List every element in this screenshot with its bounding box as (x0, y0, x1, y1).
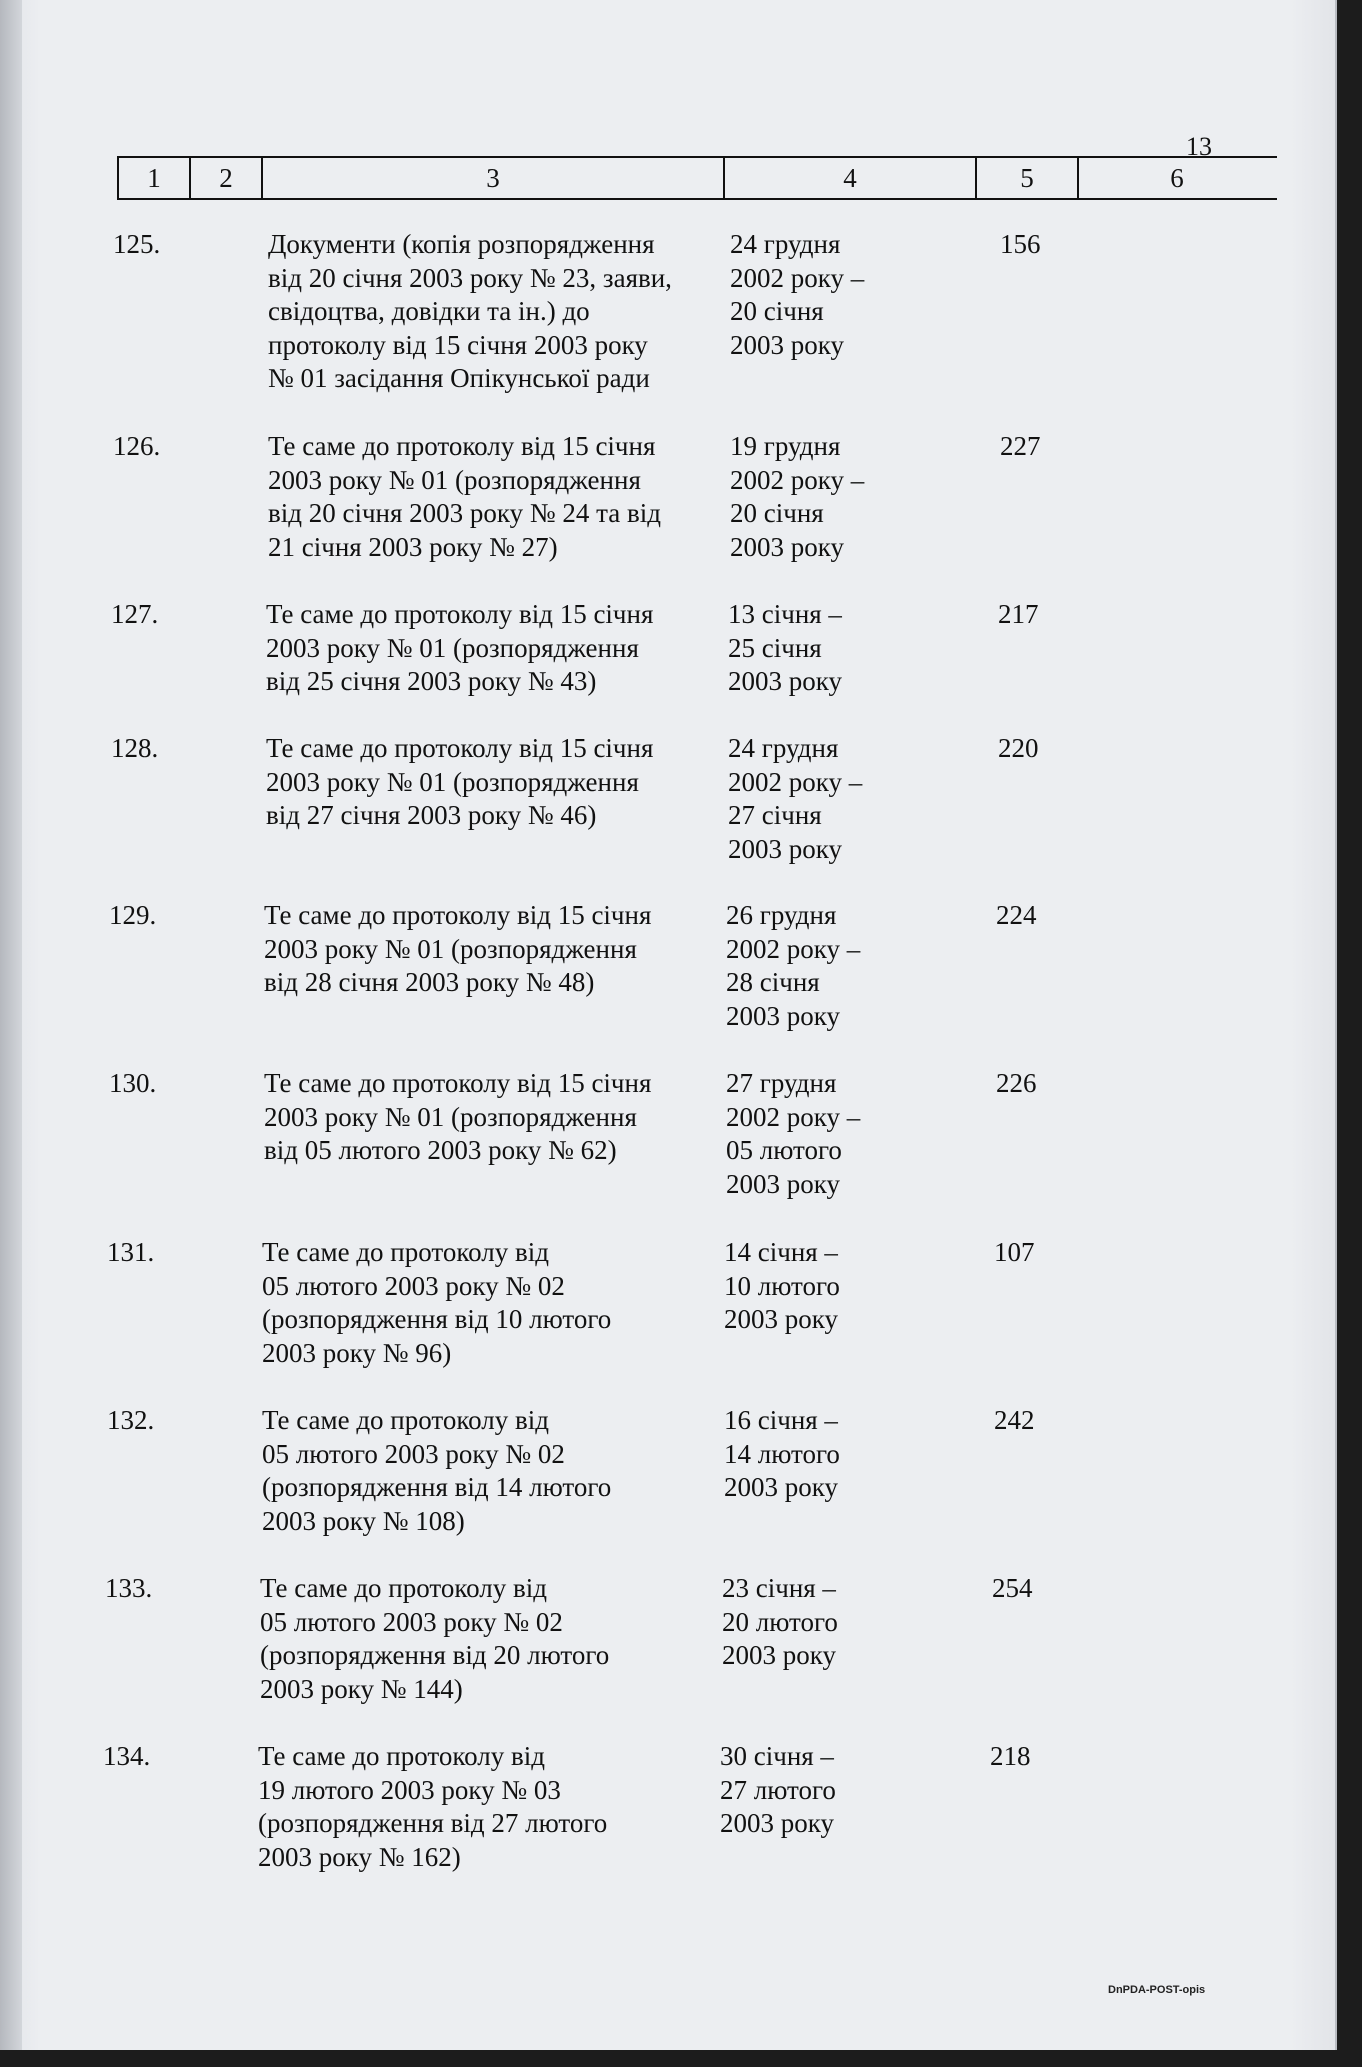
date-line: 2003 року (724, 1472, 838, 1502)
date-line: 2003 року (722, 1640, 836, 1670)
entry-number: 125. (113, 229, 161, 259)
entry-number: 133. (105, 1573, 153, 1603)
entry-sheet-count: 227 (1000, 431, 1041, 461)
date-line: 2003 року (726, 1000, 840, 1031)
date-line: 2002 року – (728, 766, 863, 797)
entry-sheet-count: 226 (996, 1068, 1037, 1098)
date-line: 2002 року – (730, 262, 865, 293)
date-line: 2003 року (726, 1168, 840, 1199)
column-header-3: 3 (263, 158, 725, 198)
entry-dates (730, 430, 930, 564)
description-line: Те саме до протоколу від 15 січня (266, 599, 654, 629)
date-line: 2003 року (728, 666, 842, 696)
date-line: 2002 року – (726, 1101, 861, 1132)
description-line: 2003 року № 144) (260, 1673, 463, 1704)
description-line: 2003 року № 01 (розпорядження (264, 1101, 637, 1132)
entry-number: 132. (107, 1405, 155, 1435)
date-line: 19 грудня (730, 431, 841, 461)
entry-description (268, 228, 718, 396)
entry-sheet-count: 107 (994, 1237, 1035, 1267)
date-line: 20 лютого (722, 1606, 838, 1637)
page-left-edge (0, 0, 22, 2050)
entry-description (264, 1067, 714, 1168)
description-line: 2003 року № 108) (262, 1505, 465, 1536)
description-line: від 20 січня 2003 року № 23, заяви, (268, 262, 672, 293)
entry-sheet-count: 156 (1000, 229, 1041, 259)
date-line: 23 січня – (722, 1573, 836, 1603)
description-line: 19 лютого 2003 року № 03 (258, 1774, 561, 1805)
date-line: 27 лютого (720, 1774, 836, 1805)
entry-description (268, 430, 718, 564)
description-line: 05 лютого 2003 року № 02 (262, 1438, 565, 1469)
description-line: 2003 року № 01 (розпорядження (266, 766, 639, 797)
entry-number: 129. (109, 900, 157, 930)
description-line: Документи (копія розпорядження (268, 229, 655, 259)
description-line: від 25 січня 2003 року № 43) (266, 666, 597, 696)
description-line: Те саме до протоколу від 15 січня (268, 431, 656, 461)
description-line: Те саме до протоколу від (260, 1573, 547, 1603)
entry-dates (730, 228, 930, 362)
date-line: 2003 року (720, 1808, 834, 1838)
description-line: свідоцтва, довідки та ін.) до (268, 296, 590, 326)
date-line: 2002 року – (730, 464, 865, 495)
date-line: 28 січня (726, 967, 820, 997)
description-line: 21 січня 2003 року № 27) (268, 531, 558, 562)
entry-dates (726, 899, 926, 1033)
entry-description (264, 899, 714, 1000)
entry-sheet-count: 242 (994, 1405, 1035, 1435)
description-line: 2003 року № 162) (258, 1841, 461, 1872)
date-line: 2003 року (730, 531, 844, 562)
date-line: 16 січня – (724, 1405, 838, 1435)
date-line: 24 грудня (728, 733, 839, 763)
description-line: (розпорядження від 27 лютого (258, 1808, 608, 1838)
description-line: (розпорядження від 14 лютого (262, 1472, 612, 1502)
column-header-row (117, 156, 1277, 200)
description-line: 05 лютого 2003 року № 02 (260, 1606, 563, 1637)
entry-dates (720, 1740, 920, 1841)
entry-dates (728, 732, 928, 866)
column-header-6: 6 (1170, 163, 1184, 193)
description-line: Те саме до протоколу від 15 січня (264, 1068, 652, 1098)
entry-description (258, 1740, 708, 1874)
description-line: від 28 січня 2003 року № 48) (264, 967, 595, 997)
date-line: 30 січня – (720, 1741, 834, 1771)
column-header-1: 1 (119, 158, 191, 198)
entry-description (262, 1404, 712, 1538)
description-line: Те саме до протоколу від 15 січня (266, 733, 654, 763)
entry-description (266, 732, 716, 833)
date-line: 24 грудня (730, 229, 841, 259)
page-number: 13 (1186, 132, 1212, 161)
entry-dates (724, 1404, 924, 1505)
entry-sheet-count: 254 (992, 1573, 1033, 1603)
description-line: 2003 року № 96) (262, 1337, 452, 1368)
entry-description (260, 1572, 710, 1706)
date-line: 25 січня (728, 632, 822, 663)
description-line: Те саме до протоколу від (262, 1405, 549, 1435)
entry-number: 131. (107, 1237, 155, 1267)
entry-sheet-count: 218 (990, 1741, 1031, 1771)
date-line: 20 січня (730, 296, 824, 326)
description-line: 2003 року № 01 (розпорядження (264, 933, 637, 964)
date-line: 20 січня (730, 498, 824, 528)
entry-number: 126. (113, 431, 161, 461)
entry-sheet-count: 224 (996, 900, 1037, 930)
date-line: 27 січня (728, 800, 822, 830)
entry-number: 127. (111, 599, 159, 629)
date-line: 2003 року (728, 833, 842, 864)
entry-sheet-count: 220 (998, 733, 1039, 763)
date-line: 05 лютого (726, 1135, 842, 1165)
entry-dates (722, 1572, 922, 1673)
description-line: (розпорядження від 20 лютого (260, 1640, 610, 1670)
date-line: 27 грудня (726, 1068, 837, 1098)
description-line: Те саме до протоколу від (262, 1237, 549, 1267)
date-line: 13 січня – (728, 599, 842, 629)
date-line: 2002 року – (726, 933, 861, 964)
entry-description (266, 598, 716, 699)
column-header-4: 4 (725, 158, 977, 198)
entry-sheet-count: 217 (998, 599, 1039, 629)
entry-number: 128. (111, 733, 159, 763)
date-line: 14 січня – (724, 1237, 838, 1267)
entry-number: 130. (109, 1068, 157, 1098)
description-line: 2003 року № 01 (розпорядження (268, 464, 641, 495)
description-line: протоколу від 15 січня 2003 року (268, 329, 648, 360)
description-line: № 01 засідання Опікунської ради (268, 363, 650, 393)
date-line: 26 грудня (726, 900, 837, 930)
entry-number: 134. (103, 1741, 151, 1771)
description-line: Те саме до протоколу від 15 січня (264, 900, 652, 930)
description-line: Те саме до протоколу від (258, 1741, 545, 1771)
entry-dates (726, 1067, 926, 1201)
description-line: (розпорядження від 10 лютого (262, 1304, 612, 1334)
description-line: 2003 року № 01 (розпорядження (266, 632, 639, 663)
description-line: 05 лютого 2003 року № 02 (262, 1270, 565, 1301)
column-header-2: 2 (191, 158, 263, 198)
entry-dates (728, 598, 928, 699)
date-line: 2003 року (730, 329, 844, 360)
description-line: від 27 січня 2003 року № 46) (266, 800, 597, 830)
archive-stamp: DnPDA-POST-opis (1108, 1984, 1206, 1996)
description-line: від 05 лютого 2003 року № 62) (264, 1135, 617, 1165)
date-line: 10 лютого (724, 1270, 840, 1301)
date-line: 2003 року (724, 1304, 838, 1334)
entry-description (262, 1236, 712, 1370)
date-line: 14 лютого (724, 1438, 840, 1469)
description-line: від 20 січня 2003 року № 24 та від (268, 498, 662, 528)
column-header-5: 5 (977, 158, 1079, 198)
entry-dates (724, 1236, 924, 1337)
